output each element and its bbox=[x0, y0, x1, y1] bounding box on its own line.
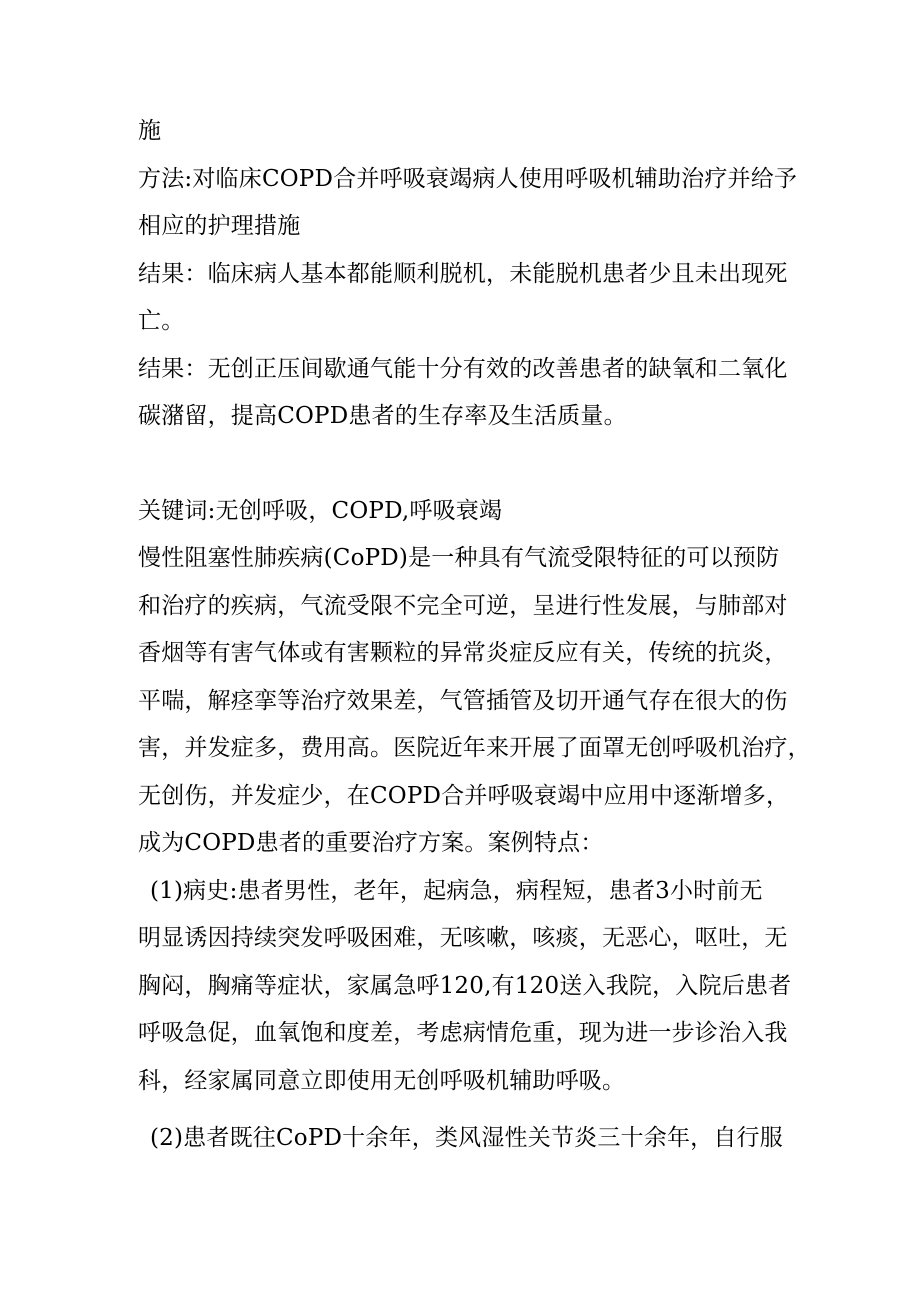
text-line: 成为COPD患者的重要治疗方案。案例特点： bbox=[138, 830, 604, 856]
text-line: 亡。 bbox=[138, 308, 185, 334]
text-line: 胸闷，胸痛等症状，家属急呼120,有120送入我院，入院后患者 bbox=[138, 973, 792, 999]
text-line: 害，并发症多，费用高。医院近年来开展了面罩无创呼吸机治疗， bbox=[138, 735, 811, 761]
text-line: 结果：临床病人基本都能顺利脱机，未能脱机患者少且未出现死 bbox=[138, 261, 788, 287]
text-line: 相应的护理措施 bbox=[138, 213, 301, 239]
text-line: 无创伤，并发症少，在COPD合并呼吸衰竭中应用中逐渐增多， bbox=[138, 783, 790, 809]
text-line: 科，经家属同意立即使用无创呼吸机辅助呼吸。 bbox=[138, 1068, 626, 1094]
text-line: 碳潴留，提高COPD患者的生存率及生活质量。 bbox=[138, 403, 627, 429]
text-line: 香烟等有害气体或有害颗粒的异常炎症反应有关，传统的抗炎， bbox=[138, 640, 788, 666]
text-line: 呼吸急促，血氧饱和度差，考虑病情危重，现为进一步诊治入我 bbox=[138, 1020, 788, 1046]
text-line: 方法:对临床COPD合并呼吸衰竭病人使用呼吸机辅助治疗并给予 bbox=[138, 166, 798, 192]
text-line: 明显诱因持续突发呼吸困难，无咳嗽，咳痰，无恶心，呕吐，无 bbox=[138, 925, 788, 951]
text-line: 平喘，解痉挛等治疗效果差，气管插管及切开通气存在很大的伤 bbox=[138, 688, 788, 714]
text-line: 和治疗的疾病，气流受限不完全可逆，呈进行性发展，与肺部对 bbox=[138, 593, 788, 619]
text-line: 施 bbox=[138, 118, 162, 144]
text-line: (2)患者既往CoPD十余年，类风湿性关节炎三十余年，自行服 bbox=[150, 1125, 783, 1151]
text-line: (1)病史:患者男性，老年，起病急，病程短，患者3小时前无 bbox=[150, 878, 763, 904]
text-line: 慢性阻塞性肺疾病(CoPD)是一种具有气流受限特征的可以预防 bbox=[138, 545, 780, 571]
text-line: 结果：无创正压间歇通气能十分有效的改善患者的缺氧和二氧化 bbox=[138, 356, 788, 382]
keywords-line: 关键词:无创呼吸，COPD,呼吸衰竭 bbox=[138, 498, 503, 524]
